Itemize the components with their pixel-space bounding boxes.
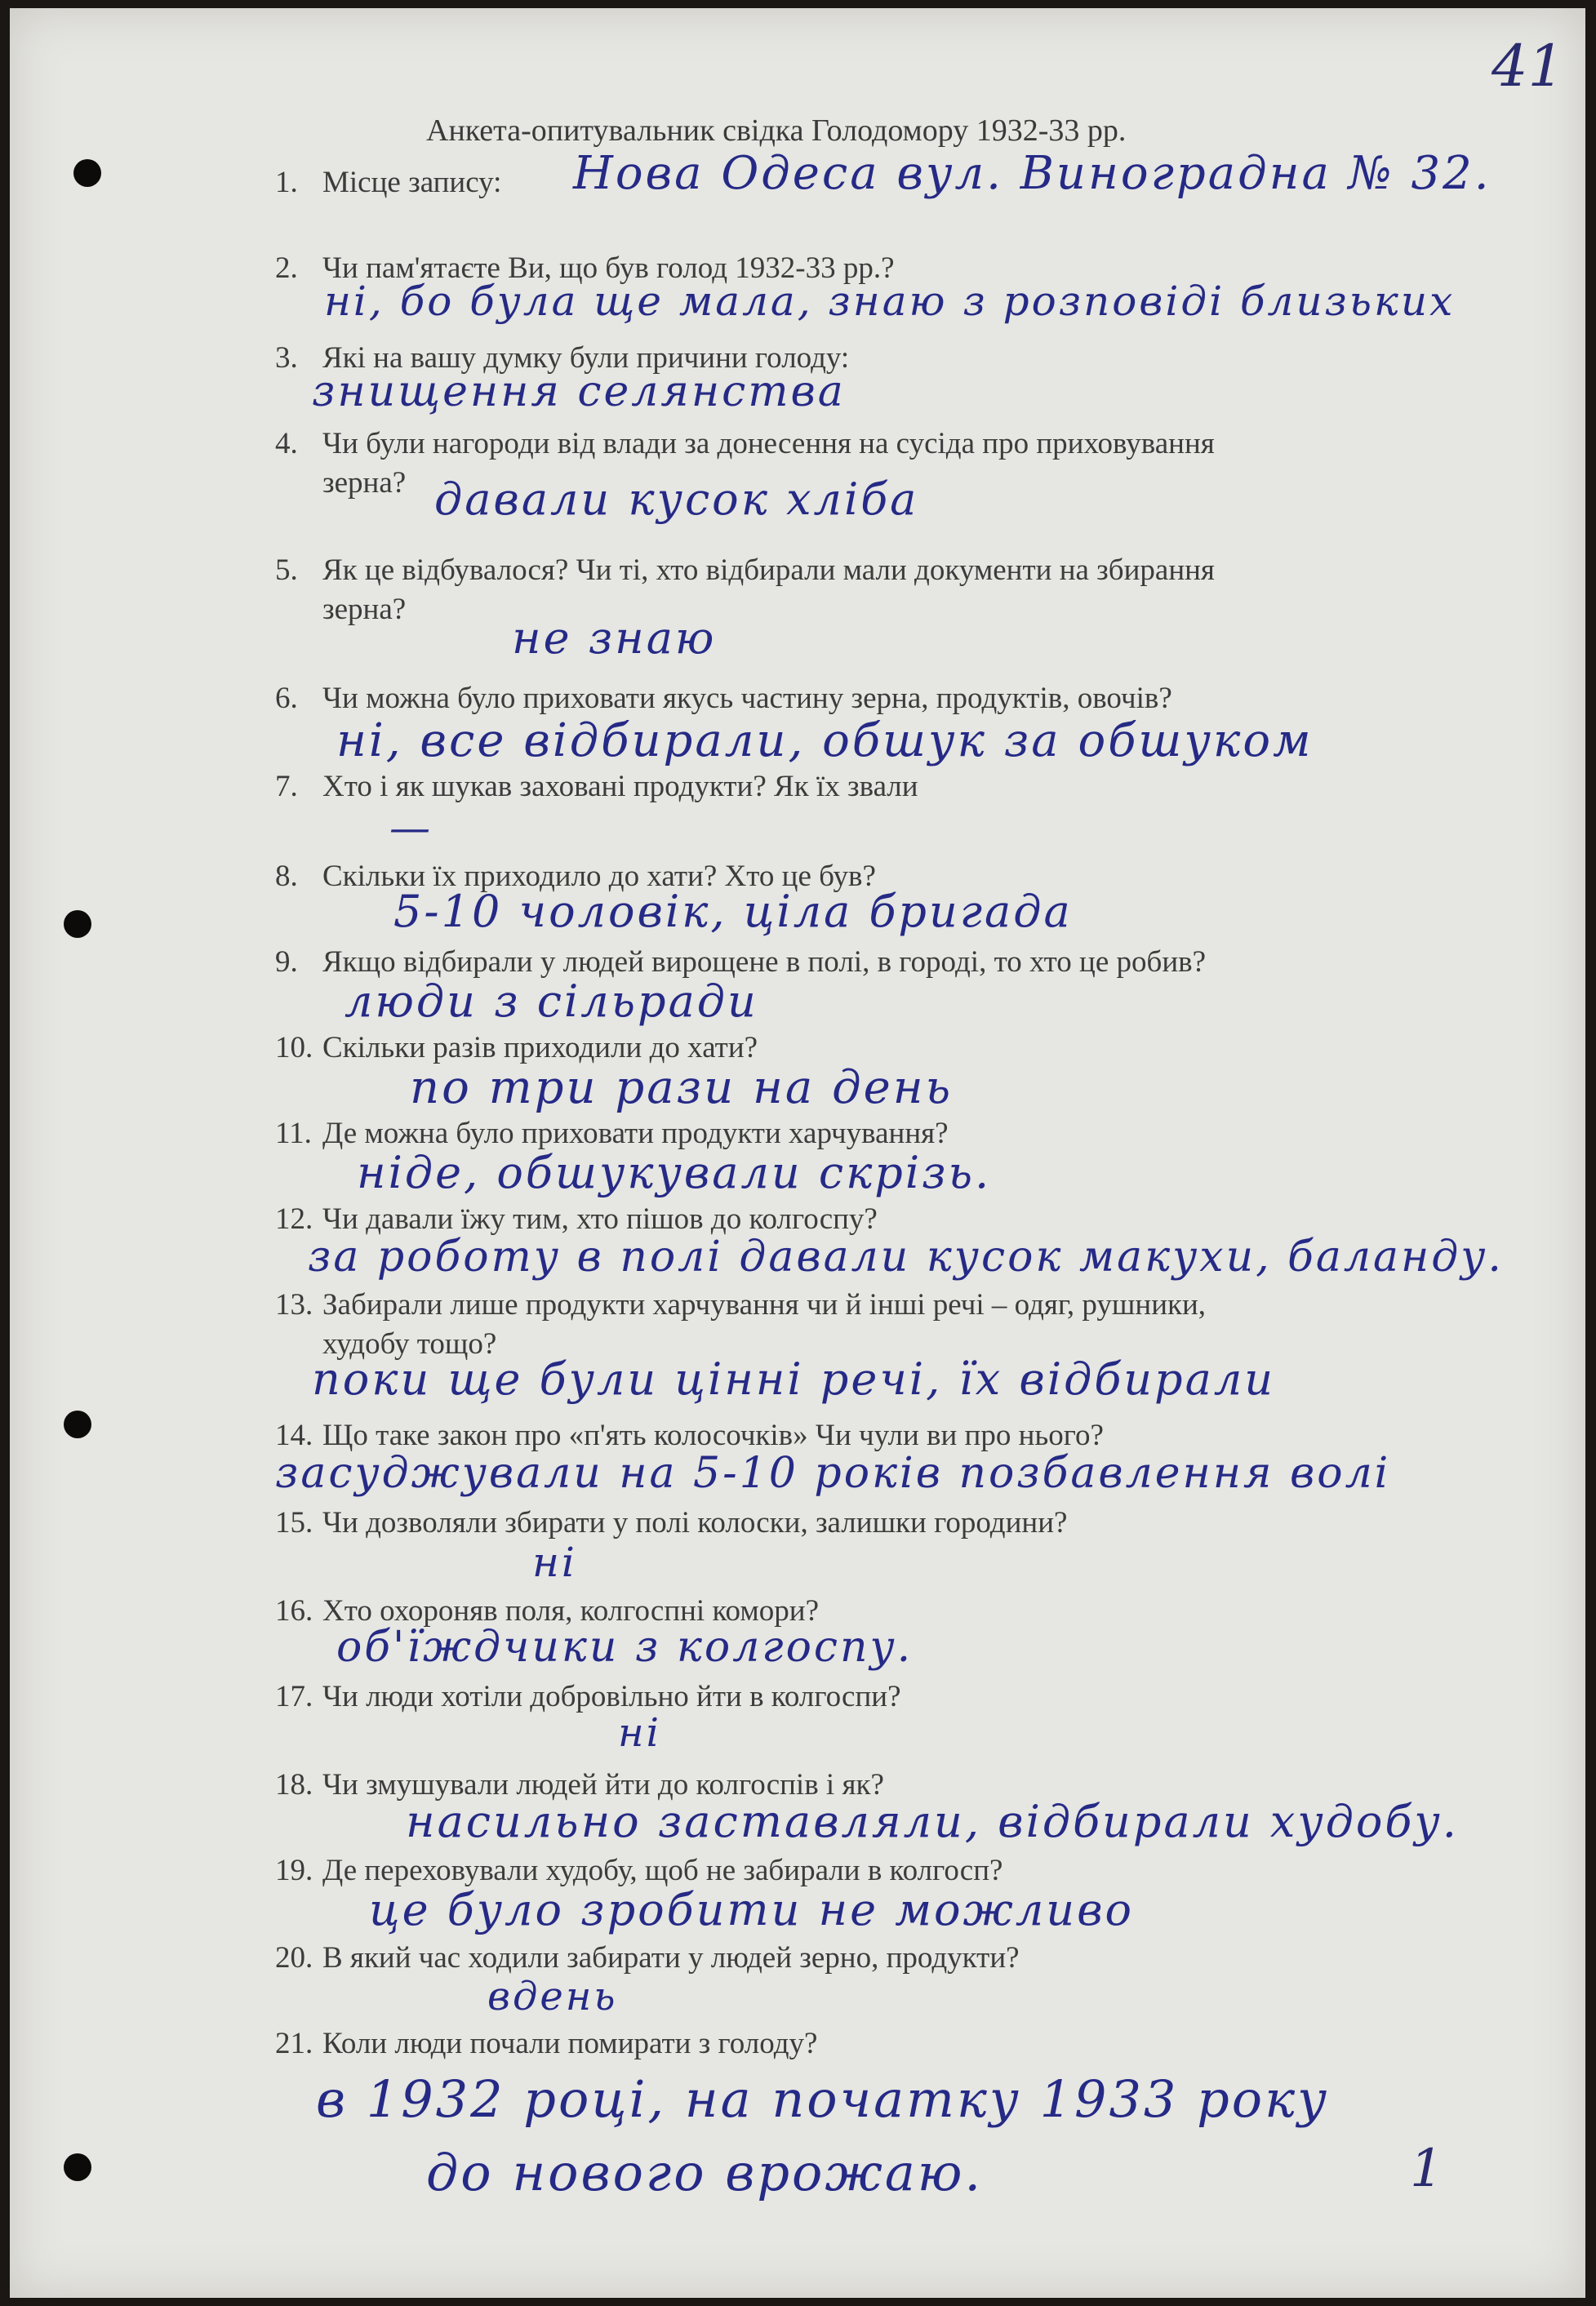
question-2: 2. Чи пам'ятаєте Ви, що був голод 1932-33 рр.? [275, 251, 895, 285]
answer-6: ні, все відбирали, обшук за обшуком [336, 714, 1314, 767]
punch-hole [64, 1411, 91, 1438]
punch-hole [73, 159, 101, 187]
question-5: 5. Як це відбувалося? Чи ті, хто відбирали мали документи на збирання зерна? [275, 553, 1215, 627]
question-21: 21. Коли люди почали помирати з голоду? [275, 2027, 818, 2060]
answer-15: ні [532, 1539, 577, 1586]
answer-2: ні, бо була ще мала, знаю з розповіді близьких [324, 278, 1456, 325]
question-16: 16. Хто охороняв поля, колгоспні комори? [275, 1594, 819, 1628]
question-18: 18. Чи змушували людей йти до колгоспів і як? [275, 1768, 884, 1802]
answer-5: не знаю [512, 612, 717, 664]
question-12: 12. Чи давали їжу тим, хто пішов до колгоспу? [275, 1202, 878, 1236]
answer-21: в 1932 році, на початку 1933 року [316, 2069, 1330, 2129]
question-6: 6. Чи можна було приховати якусь частину зерна, продуктів, овочів? [275, 682, 1172, 715]
question-20: 20. В який час ходили забирати у людей зерно, продукти? [275, 1941, 1020, 1975]
answer-8: 5-10 чоловік, ціла бригада [393, 886, 1073, 937]
answer-3: знищення селянства [312, 367, 846, 416]
answer-17: ні [618, 1710, 661, 1756]
question-9: 9. Якщо відбирали у людей вирощене в полі, в городі, то хто це робив? [275, 945, 1207, 979]
answer-20: вдень [487, 1974, 618, 2019]
page-title: Анкета-опитувальник свідка Голодомору 1932-33 рр. [426, 113, 1127, 148]
punch-hole [64, 2153, 91, 2181]
answer-10: по три рази на день [410, 1061, 954, 1114]
answer-11: ніде, обшукували скрізь. [357, 1147, 992, 1198]
answer-7: — [389, 804, 433, 851]
question-14: 14. Що таке закон про «п'ять колосочків» Чи чули ви про нього? [275, 1419, 1104, 1452]
question-17: 17. Чи люди хотіли добровільно йти в колгоспи? [275, 1680, 901, 1713]
answer-18: насильно заставляли, відбирали худобу. [406, 1796, 1459, 1847]
corner-mark: 1 [1410, 2139, 1443, 2199]
punch-hole [64, 910, 91, 938]
answer-16: об'їждчики з колгоспу. [336, 1623, 914, 1672]
answer-19: це було зробити не можливо [369, 1884, 1135, 1935]
questionnaire-sheet [10, 8, 1585, 2298]
answer-9: люди з сільради [345, 975, 758, 1027]
answer-1: Нова Одеса вул. Виноградна № 32. [573, 147, 1492, 200]
answer-21-continued: до нового врожаю. [426, 2143, 984, 2202]
question-7: 7. Хто і як шукав заховані продукти? Як їх звали [275, 770, 918, 803]
question-19: 19. Де переховували худобу, щоб не забирали в колгосп? [275, 1854, 1003, 1887]
page-number: 41 [1492, 33, 1565, 100]
answer-12: за роботу в полі давали кусок макухи, баланду. [308, 1233, 1504, 1282]
question-1: 1. Місце запису: [275, 166, 502, 199]
question-11: 11. Де можна було приховати продукти харчування? [275, 1117, 949, 1150]
answer-4: давали кусок хліба [434, 473, 919, 525]
answer-14: засуджували на 5-10 років позбавлення волі [275, 1449, 1391, 1498]
answer-13: поки ще були цінні речі, їх відбирали [312, 1353, 1275, 1405]
question-10: 10. Скільки разів приходили до хати? [275, 1031, 758, 1064]
question-4: 4. Чи були нагороди від влади за донесення на сусіда про приховування зерна? [275, 427, 1215, 500]
question-15: 15. Чи дозволяли збирати у полі колоски, залишки городини? [275, 1506, 1068, 1540]
question-8: 8. Скільки їх приходило до хати? Хто це був? [275, 860, 876, 893]
question-13: 13. Забирали лише продукти харчування чи й інші речі – одяг, рушники, худобу тощо? [275, 1288, 1207, 1362]
question-3: 3. Які на вашу думку були причини голоду: [275, 341, 850, 375]
